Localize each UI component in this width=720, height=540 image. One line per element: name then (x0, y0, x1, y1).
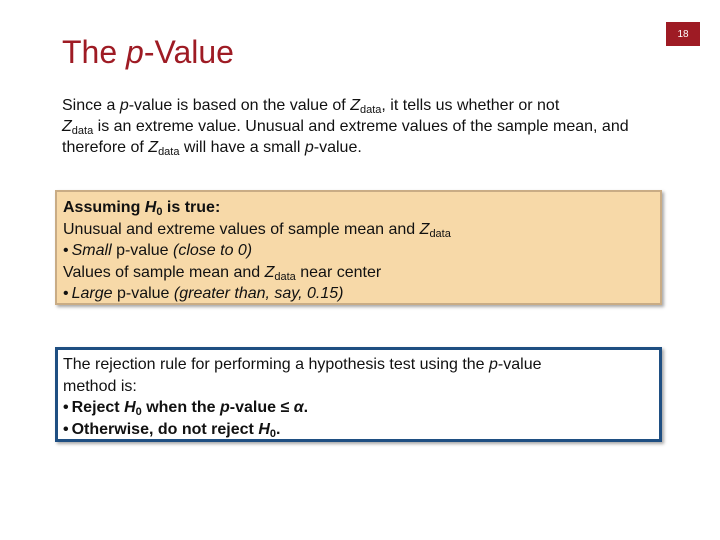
large-pvalue-bullet (63, 283, 654, 305)
intro-text: p (304, 139, 314, 156)
center-values-line (63, 262, 654, 284)
bullet-text: (close to 0) (168, 242, 253, 259)
heading-text: Assuming (63, 199, 145, 216)
rule-text: -value (497, 356, 542, 373)
bullet-text: Small (71, 242, 117, 259)
line-z: Z (419, 220, 430, 238)
line-subscript: data (429, 227, 451, 240)
small-pvalue-bullet (63, 240, 654, 262)
alpha-symbol: α (293, 399, 304, 416)
bullet-subscript: 0 (269, 427, 276, 440)
extreme-values-line (63, 219, 654, 241)
rule-text: The rejection rule for performing a hypothesis test using the (63, 356, 489, 373)
title-text: The (62, 34, 127, 70)
bullet-text: -value ≤ (229, 399, 294, 416)
assumption-box (55, 190, 662, 305)
intro-text: will have a small (179, 139, 305, 156)
bullet-text: when the (141, 399, 220, 416)
rule-intro-line (63, 354, 654, 376)
bullet-text: p (220, 399, 230, 416)
rule-method-line: method is: (63, 377, 137, 395)
bullet-text: p-value (112, 285, 174, 302)
bullet-text: (greater than, say, 0.15) (173, 285, 344, 302)
line-text: Unusual and extreme values of sample mean and (63, 220, 420, 238)
bullet-text: Large (71, 285, 113, 302)
line-subscript: data (274, 270, 296, 283)
title-rest: -Value (143, 34, 234, 70)
heading-text: is true: (162, 199, 221, 216)
bullet-icon: • (63, 285, 69, 302)
intro-paragraph (62, 95, 662, 158)
intro-z: Z (62, 118, 72, 135)
rule-text: p (489, 356, 498, 373)
bullet-icon: • (63, 399, 69, 416)
intro-subscript: data (158, 146, 180, 158)
bullet-text: . (303, 399, 309, 416)
rejection-rule-box (55, 347, 662, 442)
page-number: 18 (677, 28, 689, 40)
heading-subscript: 0 (156, 206, 163, 218)
intro-text: p (119, 97, 129, 114)
bullet-text: Reject (71, 399, 125, 416)
bullet-h: H (124, 399, 136, 416)
reject-bullet (63, 397, 654, 419)
intro-text: -value is based on the value of (128, 97, 351, 114)
heading-h: H (144, 199, 157, 216)
intro-subscript: data (359, 104, 382, 116)
bullet-text: p-value (116, 242, 169, 259)
otherwise-bullet (63, 419, 654, 441)
intro-subscript: data (71, 125, 94, 137)
line-text: Values of sample mean and (63, 263, 265, 281)
bullet-h: H (258, 420, 270, 438)
intro-z: Z (148, 139, 159, 156)
bullet-subscript: 0 (135, 406, 142, 418)
slide-title (62, 34, 234, 71)
bullet-icon: • (63, 242, 69, 259)
page-number-badge (666, 22, 700, 46)
title-italic-p: p (126, 34, 144, 70)
bullet-text: Otherwise, do not reject (71, 420, 259, 438)
intro-text: -value. (313, 139, 362, 156)
line-z: Z (264, 263, 275, 281)
intro-z: Z (350, 97, 360, 114)
line-text: near center (295, 263, 382, 281)
bullet-icon: • (63, 420, 69, 438)
intro-text: is an extreme value. Unusual and extreme values of the sample mean, and therefore of (62, 118, 629, 156)
intro-text: Since a (62, 97, 120, 114)
assumption-heading (63, 197, 654, 219)
intro-text: , it tells us whether or not (381, 97, 560, 114)
bullet-text: . (276, 420, 281, 438)
